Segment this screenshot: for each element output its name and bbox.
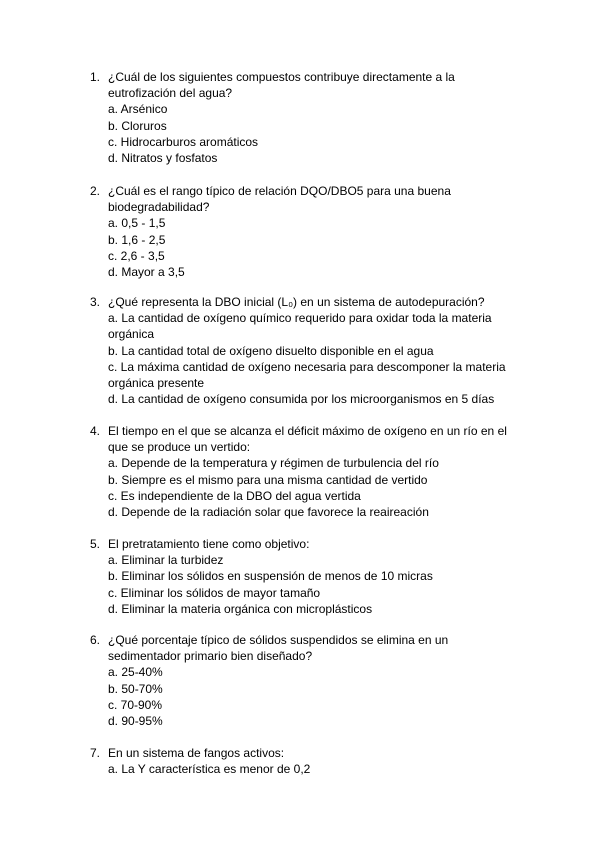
option-d: d. 90-95% (108, 714, 163, 729)
option-a: a. 25-40% (108, 665, 163, 680)
option-d: d. Nitratos y fosfatos (108, 151, 218, 166)
question-number: 3. (90, 295, 101, 309)
question-text: El pretratamiento tiene como objetivo: (108, 537, 310, 551)
question-7 (90, 745, 530, 777)
question-3 (90, 294, 530, 407)
option-a: a. Depende de la temperatura y régimen de turbulencia del río (108, 456, 439, 471)
option-b: b. 50-70% (108, 681, 163, 696)
option-b: b. Siempre es el mismo para una misma cantidad de vertido (108, 472, 428, 487)
question-2 (90, 183, 530, 280)
option-c: c. La máxima cantidad de oxígeno necesaria para descomponer la materia orgánica presente (108, 359, 506, 391)
option-d: d. Depende de la radiación solar que favorece la reaireación (108, 505, 429, 520)
option-b: b. 1,6 - 2,5 (108, 232, 166, 247)
question-number: 5. (90, 537, 101, 551)
option-d: d. Mayor a 3,5 (108, 265, 185, 280)
option-a: a. Eliminar la turbidez (108, 553, 224, 568)
option-c: c. 2,6 - 3,5 (108, 248, 165, 263)
option-b: b. Eliminar los sólidos en suspensión de menos de 10 micras (108, 569, 433, 584)
question-text: ¿Qué porcentaje típico de sólidos suspendidos se elimina en un sedimentador primario bien diseñado? (108, 633, 449, 664)
option-c: c. Es independiente de la DBO del agua vertida (108, 488, 361, 503)
question-number: 6. (90, 633, 101, 647)
option-a: a. La cantidad de oxígeno químico requerido para oxidar toda la materia orgánica (108, 311, 492, 342)
question-text: En un sistema de fangos activos: (108, 746, 285, 760)
option-d: d. La cantidad de oxígeno consumida por los microorganismos en 5 días (108, 392, 495, 407)
question-4 (90, 423, 530, 520)
question-text: ¿Qué representa la DBO inicial (L₀) en un sistema de autodepuración? (108, 295, 485, 309)
option-b: b. La cantidad total de oxígeno disuelto disponible en el agua (108, 343, 434, 358)
option-c: c. 70-90% (108, 697, 163, 712)
question-1 (90, 69, 530, 166)
question-5 (90, 536, 530, 617)
question-number: 2. (90, 184, 101, 198)
question-text: ¿Cuál es el rango típico de relación DQO/DBO5 para una buena biodegradabilidad? (108, 184, 451, 215)
question-text: ¿Cuál de los siguientes compuestos contribuye directamente a la eutrofización del agua? (108, 70, 455, 101)
question-6 (90, 632, 530, 729)
question-number: 7. (90, 746, 101, 760)
option-c: c. Eliminar los sólidos de mayor tamaño (108, 585, 321, 600)
option-d: d. Eliminar la materia orgánica con microplásticos (108, 601, 373, 616)
question-text: El tiempo en el que se alcanza el déficit máximo de oxígeno en un río en el que se produce un vertido: (108, 424, 507, 455)
option-b: b. Cloruros (108, 118, 167, 133)
option-c: c. Hidrocarburos aromáticos (108, 134, 259, 149)
option-a: a. La Y característica es menor de 0,2 (108, 762, 311, 777)
option-a: a. 0,5 - 1,5 (108, 216, 166, 231)
question-number: 4. (90, 424, 101, 438)
option-a: a. Arsénico (108, 102, 168, 117)
question-number: 1. (90, 70, 101, 84)
